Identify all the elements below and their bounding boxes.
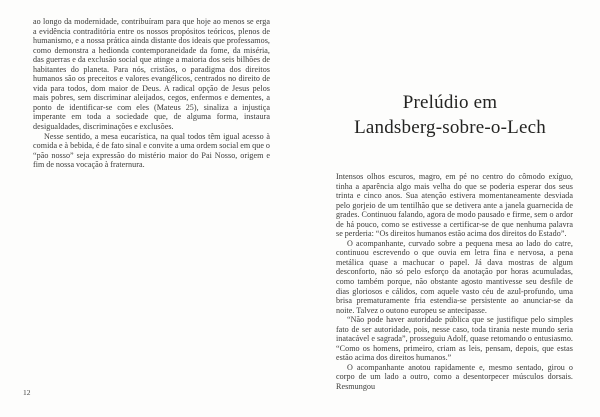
paragraph: “Não pode haver autoridade pública que se justifique pelo simples fato de ser autoridade, pois, nesse caso, toda tirania neste mundo seria inatacável e sagrada”, prosseguiu Adolf, quase retomando o entusiasmo. “Como os homens, primeiro, criam as leis, pensam, depois, que estas estão acima dos direitos humanos.” (336, 315, 573, 363)
page-number: 12 (23, 388, 31, 397)
paragraph: O acompanhante anotou rapidamente e, mesmo sentado, girou o corpo de um lado a outro, como a desentorpecer músculos dorsais. Resmungou (336, 362, 573, 392)
chapter-title-line-1: Prelúdio em (402, 92, 498, 113)
paragraph: ao longo da modernidade, contribuíram para que hoje ao menos se erga a evidência contraditória entre os nossos propósitos teóricos, plenos de humanismo, e a nossa prática ainda distante dos ideais que professamos, como demonstra a hedionda contemporaneidade da fome, da miséria, das guerras e da exclusão social que atinge a maioria dos seis bilhões de habitantes do planeta. Para nós, cristãos, o paradigma dos direitos humanos são os preceitos e valores evangélicos, centrados no direito de vida para todos, dom maior de Deus. A radical opção de Jesus pelos mais pobres, sem discriminar aleijados, cegos, enfermos e dementes, a ponto de identificar-se com eles (Mateus 25), sinaliza a injustiça imperante em toda a sociedade que, de alguma forma, instaura desigualdades, discriminações e exclusões. (33, 17, 270, 132)
paragraph: O acompanhante, curvado sobre a pequena mesa ao lado do catre, continuou escrevendo o que ouvia em letra fina e nervosa, a pena metálica quase a machucar o papel. Já dava mostras de algum desconforto, não só pelo esforço da anotação por horas acumuladas, como também porque, não obstante agosto mantivesse seu desfile de dias gloriosos e cálidos, com aquele vasto céu de azul-profundo, uma brisa prematuramente fria estendia-se persistente ao anunciar-se da noite. Talvez o outono europeu se antecipasse. (336, 238, 573, 315)
paragraph: Nesse sentido, a mesa eucarística, na qual todos têm igual acesso à comida e à bebida, é de fato sinal e convite a uma ordem social em que o “pão nosso” seja expressão do mistério maior do Pai Nosso, origem e fim de nossa vocação à fraternura. (33, 131, 270, 170)
chapter-title (300, 90, 600, 140)
paragraph: Intensos olhos escuros, magro, em pé no centro do cômodo exíguo, tinha a aparência algo mais velha do que se poderia esperar dos seus trinta e cinco anos. Sua atenção estivera momentaneamente desviada pelo gorjeio de um tentilhão que se detivera ante a janela guarnecida de grades. Continuou falando, agora de modo pausado e firme, sem o ardor de há pouco, como se estivesse a certificar-se de que nenhuma palavra se perderia: “Os direitos humanos estão acima dos direitos do Estado”. (336, 172, 573, 239)
chapter-title-line-2: Landsberg-sobre-o-Lech (354, 117, 546, 138)
right-page-body-text (336, 172, 573, 392)
left-page-body-text (33, 17, 270, 170)
right-page (300, 0, 600, 417)
